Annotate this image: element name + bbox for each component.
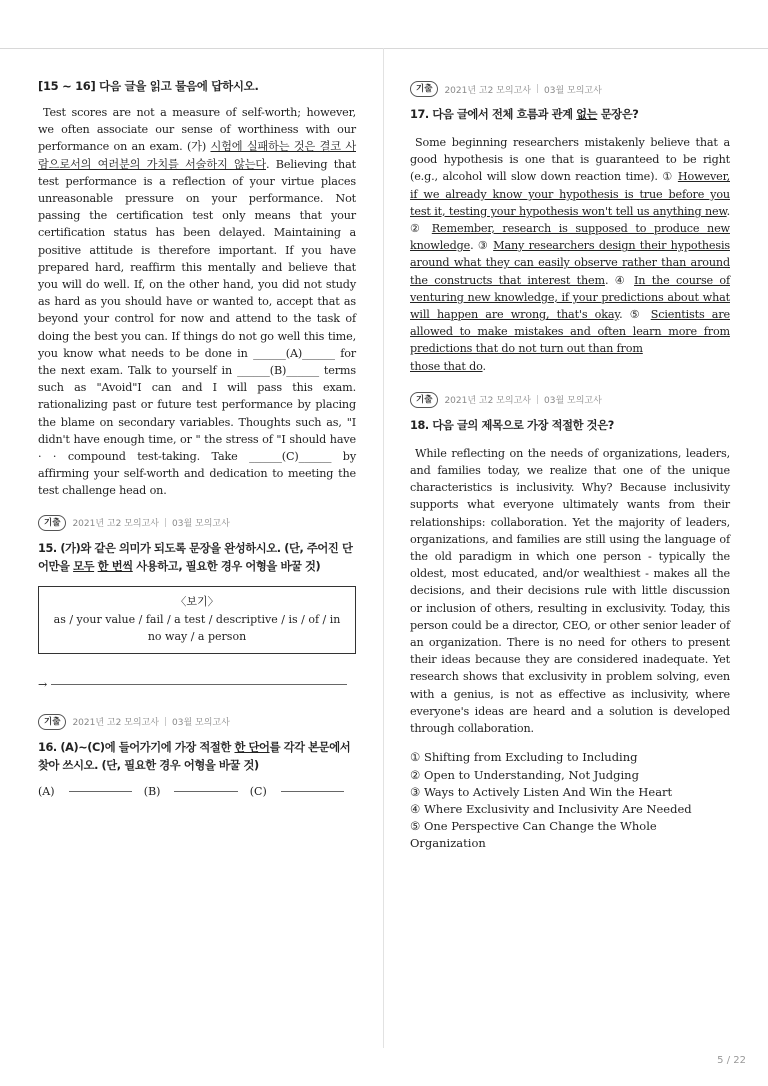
blank-label-b: (B): [143, 784, 161, 798]
question-15: 15. (가)와 같은 의미가 되도록 문장을 완성하시오. (단, 주어진 단어만을 모두 한 번씩 사용하고, 필요한 경우 어형을 바꿀 것): [38, 541, 353, 573]
blank-label-a: (A): [38, 784, 55, 798]
question-16: 16. (A)~(C)에 들어가기에 가장 적절한 한 단어를 각각 본문에서 찾아 쓰시오. (단, 필요한 경우 어형을 바꿀 것): [38, 740, 351, 772]
answer-line-15[interactable]: [38, 678, 356, 691]
option-5-sentence-end: those that do: [410, 359, 483, 373]
page-number: 5 / 22: [717, 1055, 746, 1066]
column-divider: [383, 48, 384, 1048]
option-5[interactable]: ⑤ One Perspective Can Change the Whole Organization: [410, 819, 657, 851]
q15-source: [38, 514, 356, 532]
source-separator: |: [535, 394, 540, 405]
word-box-title: 〈보기〉: [175, 594, 219, 608]
source-separator: |: [535, 84, 540, 94]
source-month: 03월 모의고사: [172, 519, 230, 530]
question-18: 18. 다음 글의 제목으로 가장 적절한 것은?: [410, 418, 614, 432]
blank-b: ______(B)______: [237, 364, 319, 378]
option-2-sentence: Remember, research is supposed to produce new knowledge: [410, 222, 730, 253]
option-4[interactable]: ④ Where Exclusivity and Inclusivity Are Needed: [410, 801, 692, 816]
blank-a: ______(A)______: [253, 346, 335, 360]
passage-17: Some beginning researchers mistakenly believe that a good hypothesis is one that is guaranteed to be right (e.g., alcohol will slow down reaction time). ① However, if we already know your hypothesis is true before you test it, testing your hypothesis won't tell us anything new. ② Remember, research is supposed to produce new knowledge. ③ Many researchers design their hypothesis around what they can easily observe rather than around the constructs that interest them. ④ In the course of venturing new knowledge, if your predictions about what will happen are wrong, that's okay. ⑤ Scientists are allowed to make mistakes and often learn more from predictions that do not turn out than from those that do.: [410, 136, 730, 373]
word-box: [38, 586, 356, 654]
option-4-sentence: In the course of venturing new knowledge, if your predictions about what will happen are wrong, that's okay: [410, 273, 730, 322]
answer-rule: [51, 683, 347, 685]
passage-18: While reflecting on the needs of organizations, leaders, and families today, we realize that one of the unique characteristics is inclusivity. Why? Because inclusivity supports what everyone ultimately wants from their relationships: collaboration. Yet the majority of leaders, organizations, and families are still using the language of the old paradigm in which one person - typically the oldest, most educated, and/or wealthiest - makes all the decisions, and their decisions rule with little discussion or inclusion of others, resulting in exclusivity. Today, this person could be a director, CEO, or other senior leader of an organization. There is no need for others to present their ideas because they are considered inadequate. Yet research shows that exclusivity in problem solving, even with a genius, is not as effective as inclusivity, where everyone's ideas are heard and a solution is developed through collaboration.: [410, 446, 730, 736]
q18-source: [410, 391, 730, 409]
source-badge: 기출: [38, 515, 66, 531]
blank-c: ______(C)______: [249, 450, 332, 464]
source-year: 2021년 고2 모의고사: [444, 396, 531, 407]
option-3[interactable]: ③ Ways to Actively Listen And Win the Heart: [410, 784, 673, 799]
source-month: 03월 모의고사: [544, 396, 602, 407]
answer-field-a[interactable]: [69, 790, 132, 792]
option-3-sentence: Many researchers design their hypothesis around what they can easily observe rather than around the constructs that interest them: [410, 239, 730, 287]
passage-15-16: Test scores are not a measure of self-worth; however, we often associate our sense of worthiness with our performance on an exam. (가) 시험에 실패하는 것은 결코 사람으로서의 여러분의 가치를 서술하지 않는다. Believing that test performance is a reflection of your virtue places unreasonable pressure on your performance. Not passing the certification test only means that your certification status has been delayed. Maintaining a positive attitude is therefore important. If you have prepared hard, reaffirm this mentally and believe that you will do well. If, on the other hand, you did not study as hard as you should have or wanted to, accept that as beyond your control for now and attend to the task of doing the best you can. If things do not go well this time, you know what needs to be done in ______(A)______ for the next exam. Talk to yourself in ______(B)______ terms such as "Avoid"I can and I will pass this exam. rationalizing past or future test performance by placing the blame on secondary variables. Thoughts such as, "I didn't have enough time, or " the stress of "I should have · · compound test-taking. Take ______(C)______ by affirming your self-worth and dedication to meeting the test challenge head on.: [38, 106, 356, 498]
q17-source: [410, 80, 730, 98]
option-1[interactable]: ① Shifting from Excluding to Including: [410, 750, 638, 765]
underlined-sentence-ga: 시험에 실패하는 것은 결코 사람으로서의 여러분의 가치를 서술하지 않는다: [38, 140, 356, 171]
source-badge: 기출: [410, 81, 438, 97]
question-17: 17. 다음 글에서 전체 흐름과 관계 없는 문장은?: [410, 108, 639, 121]
source-year: 2021년 고2 모의고사: [444, 85, 531, 96]
options-18: [410, 749, 730, 852]
source-separator: |: [163, 716, 168, 727]
source-month: 03월 모의고사: [172, 718, 230, 729]
source-badge: 기출: [38, 714, 66, 730]
word-box-words: as / your value / fail / a test / descriptive / is / of / in no way / a person: [53, 612, 341, 643]
q16-source: [38, 713, 356, 731]
header-rule: [0, 48, 768, 49]
answer-field-b[interactable]: [174, 790, 237, 792]
source-month: 03월 모의고사: [544, 85, 602, 96]
arrow-icon: →: [38, 677, 48, 691]
source-badge: 기출: [410, 392, 438, 408]
option-5-sentence: Scientists are allowed to make mistakes and often learn more from predictions that do not turn out than from: [410, 308, 730, 356]
right-column: [410, 80, 730, 853]
source-separator: |: [163, 517, 168, 528]
source-year: 2021년 고2 모의고사: [72, 718, 159, 729]
source-year: 2021년 고2 모의고사: [72, 519, 159, 530]
section-title: [15 ~ 16] 다음 글을 읽고 물음에 답하시오.: [38, 79, 259, 93]
left-column: [38, 78, 356, 798]
blank-label-c: (C): [249, 784, 267, 798]
answer-blanks-16: [38, 785, 356, 798]
answer-field-c[interactable]: [281, 790, 344, 792]
option-1-sentence: However, if we already know your hypothesis is true before you test it, testing your hypothesis won't tell us anything new: [410, 170, 730, 218]
option-2[interactable]: ② Open to Understanding, Not Judging: [410, 767, 639, 782]
